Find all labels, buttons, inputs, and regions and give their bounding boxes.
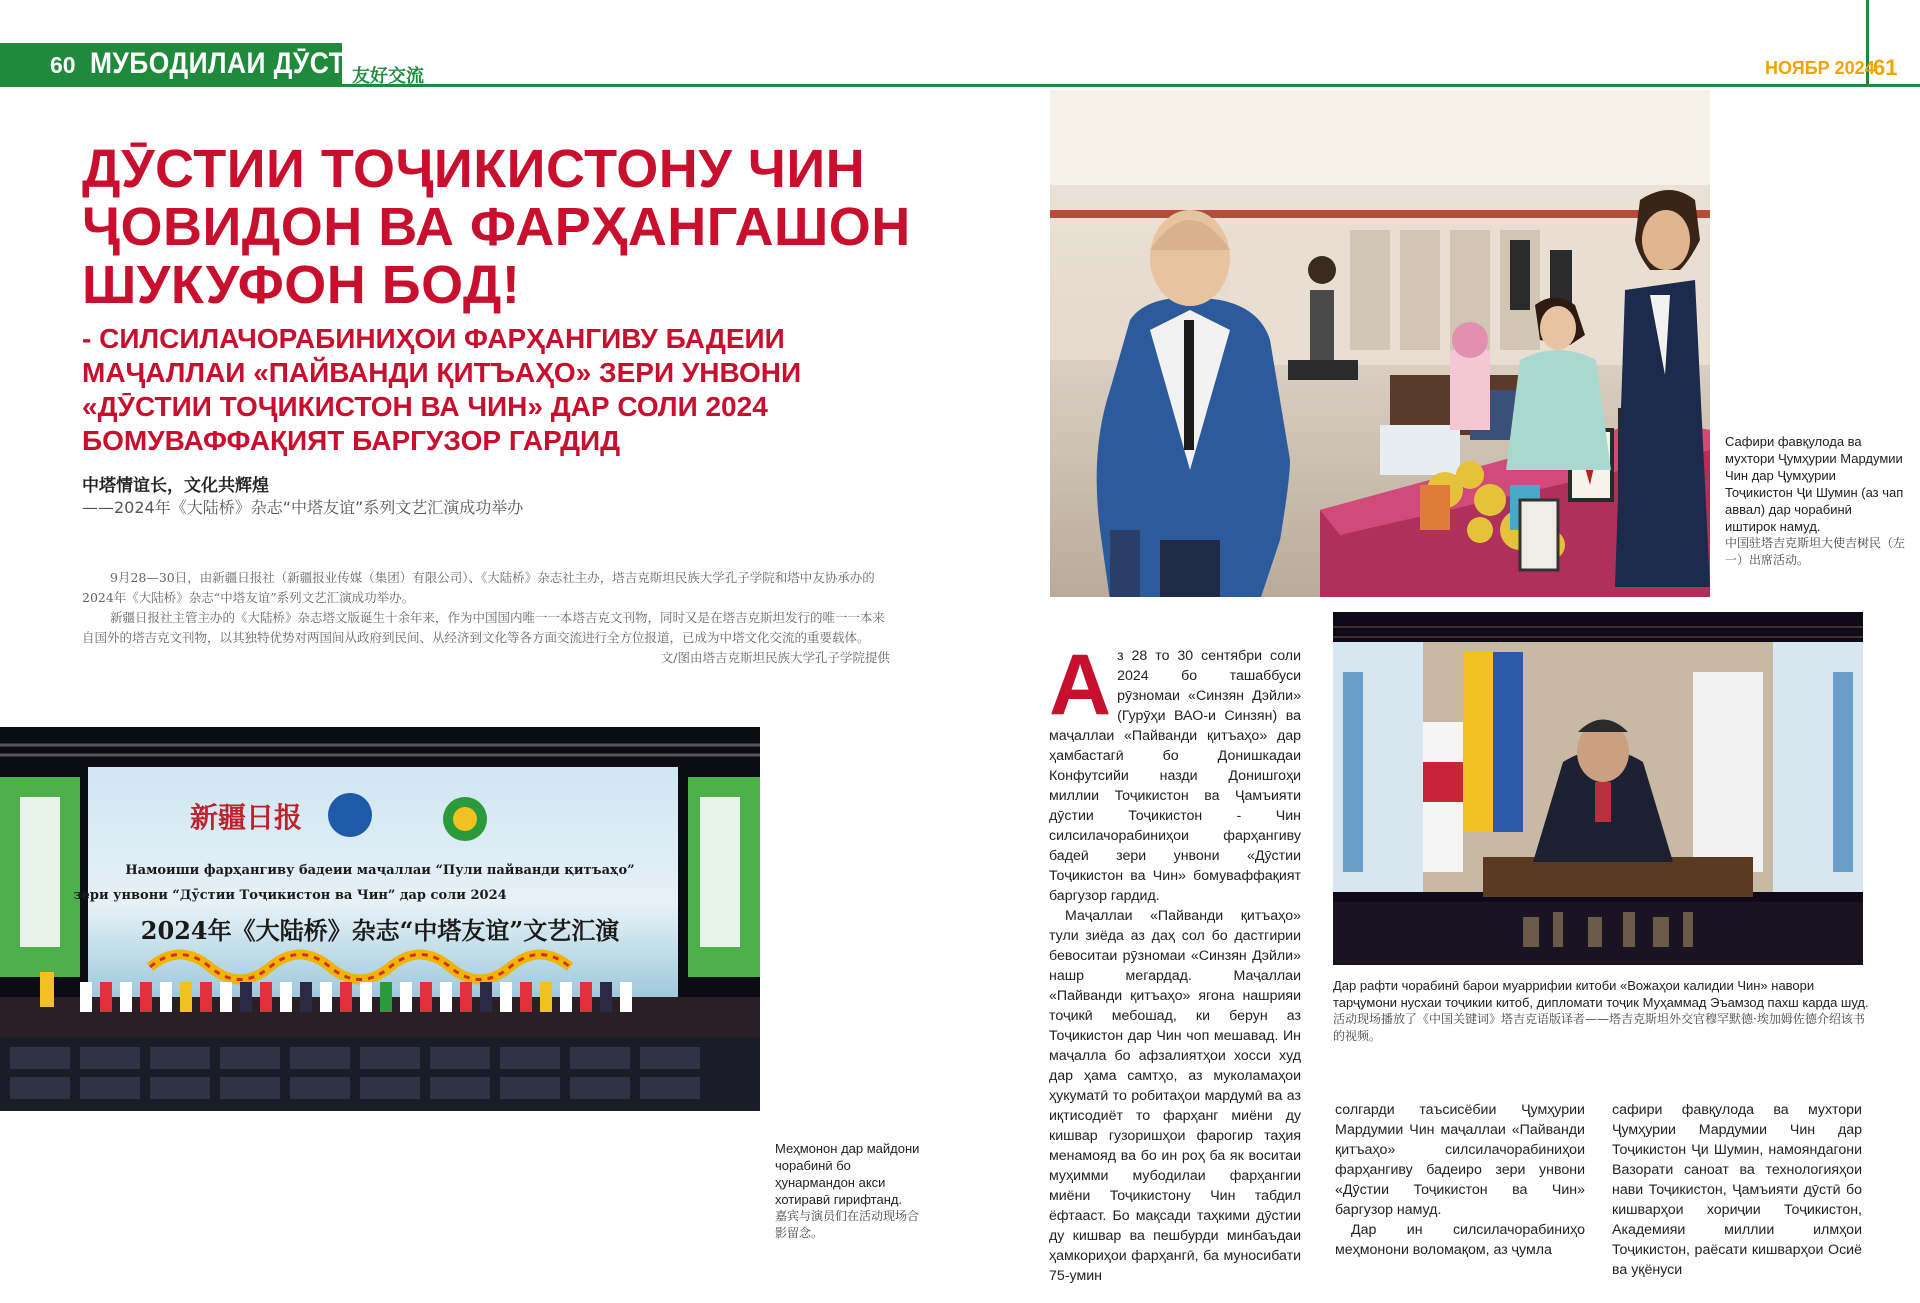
caption-photo-ambassador <box>1725 433 1905 569</box>
body-paragraph: Маҷаллаи «Пайванди қитъаҳо» тули зиёда аз даҳ сол бо дастгирии бевоситаи рӯзномаи «Синзян Дэйли» нашр мегардад. Маҷаллаи «Пайванди қитъаҳо» ягона нашрияи тоҷикӣ мебошад, ки берун аз Тоҷикистон дар Чин чоп мешавад. Ин маҷалла бо афзалиятҳои хосси худ дар ҳама самтҳо, аз муколамаҳои ҳукуматӣ то робитаҳои мардумӣ ва аз иқтисодиёт то фарҳанг миёни ду кишвар гузоришҳои фарогир таҳия менамояд ва бо ин роҳ ба як воситаи муҳимми мубодилаи фарҳангии миёни Тоҷикистону Чин табдил ёфтааст. Бо мақсади таҳкими дӯстии ду кишвар ва пешбурди минбаъдаи ҳамкориҳои фарҳангӣ, ба муносибати 75-умин <box>1049 908 1301 1284</box>
cn-intro <box>82 568 890 668</box>
body-paragraph: Дар ин силсилачорабиниҳо меҳмонони воломақом, аз ҷумла <box>1335 1222 1585 1258</box>
section-title: МУБОДИЛАИ ДӮСТӢ <box>90 47 365 80</box>
body-column-2 <box>1335 1100 1585 1260</box>
page-number-left: 60 <box>50 52 76 78</box>
drop-cap: А <box>1049 637 1112 733</box>
header-rule <box>0 84 1920 87</box>
body-paragraph <box>1049 637 1301 906</box>
photo-video-screen <box>1333 612 1863 965</box>
body-column-3 <box>1612 1100 1862 1280</box>
issue-month: НОЯБР 2024 <box>1765 58 1875 78</box>
body-paragraph: солгарди таъсисёбии Ҷумҳурии Мардумии Чин маҷаллаи «Пайванди қитъаҳо» силсилачорабиниҳои фарҳангиву бадеиро зери унвони «Дӯстии Тоҷикистон ва Чин» баргузор намуд. <box>1335 1102 1585 1218</box>
body-paragraph: сафири фавқулода ва мухтори Ҷумҳурии Мардумии Чин дар Тоҷикистон Ҷи Шумин, намояндагони Вазорати саноат ва технологияҳои нави Тоҷикистон, Ҷамъияти дӯстӣ бо кишварҳои хориҷии Тоҷикистон, Академияи миллии илмҳои Тоҷикистон, раёсати кишварҳои Осиё ва уқёнуси <box>1612 1102 1862 1278</box>
caption-text: Дар рафти чорабинӣ барои муаррифии китоби «Вожаҳои калидии Чин» навори тарҷумони нусхаи тоҷикии китоб, дипломати тоҷик Муҳаммад Эъамзод пахш карда шуд. <box>1333 978 1869 1010</box>
caption-photo-stage <box>775 1140 925 1242</box>
cn-intro-text: 新疆日报社主管主办的《大陆桥》杂志塔文版诞生十余年来，作为中国国内唯一一本塔吉克文刊物，同时又是在塔吉克斯坦发行的唯一一本来自国外的塔吉克文刊物，以其独特优势对两国间从政府到民间、从经济到文化等各方面交流进行全方位报道，已成为中塔文化交流的重要载体。 <box>82 610 886 645</box>
caption-photo-video <box>1333 977 1873 1045</box>
stage-banner-line1: Намоиши фарҳангиву бадеии маҷаллаи “Пули пайванди қитъаҳо” <box>125 863 635 878</box>
photo-ambassador-exhibition <box>1050 90 1710 597</box>
section-title-cn: 友好交流 <box>352 66 424 87</box>
page-number-right: 61 <box>1873 55 1898 80</box>
stage-banner-cn: 2024年《大陆桥》杂志“中塔友谊”文艺汇演 <box>140 916 620 945</box>
cn-subtitle: ——2024年《大陆桥》杂志“中塔友谊”系列文艺汇演成功举办 <box>82 498 524 517</box>
cn-intro-credit: 文/图由塔吉克斯坦民族大学孔子学院提供 <box>660 650 890 665</box>
caption-text-cn: 活动现场播放了《中国关键词》塔吉克语版译者——塔吉克斯坦外交官穆罕默德·埃加姆佐德介绍该书的视频。 <box>1333 1012 1865 1043</box>
caption-text: Меҳмонон дар майдони чорабинӣ бо ҳунармандон акси хотиравӣ гирифтанд. <box>775 1141 920 1207</box>
body-text: з 28 то 30 сентябри соли 2024 бо ташаббуси рӯзномаи «Синзян Дэйли» (Гурӯҳи ВАО-и Синзян) ва маҷаллаи «Пайванди қитъаҳо» дар ҳамбастагӣ бо Донишкадаи Конфутсийи назди Донишгоҳи миллии Тоҷикистон ва Ҷамъияти дӯстии Тоҷикистон - Чин силсилачорабиниҳои фарҳангиву бадеӣ зери унвони «Дӯстии Тоҷикистон ва Чин» бомуваффақият баргузор гардид. <box>1049 648 1301 904</box>
cn-title: 中塔情谊长，文化共辉煌 <box>82 476 269 496</box>
cn-intro-paragraph: 9月28—30日，由新疆日报社（新疆报业传媒（集团）有限公司）、《大陆桥》杂志社主办，塔吉克斯坦民族大学孔子学院和塔中友协承办的2024年《大陆桥》杂志“中塔友谊”系列文艺汇演成功举办。 <box>82 570 875 605</box>
body-column-1 <box>1049 637 1301 1286</box>
photo-stage-group <box>0 727 760 1111</box>
caption-text-cn: 嘉宾与演员们在活动现场合影留念。 <box>775 1209 920 1240</box>
article-subheadline: - СИЛСИЛАЧОРАБИНИҲОИ ФАРҲАНГИВУ БАДЕИИ МАҶАЛЛАИ «ПАЙВАНДИ ҚИТЪАҲО» ЗЕРИ УНВОНИ «ДӮСТИИ ТОҶИКИСТОН ВА ЧИН» ДАР СОЛИ 2024 БОМУВАФФАҚИЯТ БАРГУЗОР ГАРДИД <box>82 323 802 456</box>
stage-brand-text: 新疆日报 <box>190 801 303 834</box>
caption-text: Сафири фавқулода ва мухтори Ҷумҳурии Мардумии Чин дар Ҷумҳурии Тоҷикистон Ҷи Шумин (аз чап аввал) дар чорабинӣ иштирок намуд. <box>1725 434 1904 534</box>
cn-intro-paragraph <box>82 608 890 668</box>
caption-text-cn: 中国驻塔吉克斯坦大使吉树民（左一）出席活动。 <box>1725 536 1906 567</box>
article-headline: ДӮСТИИ ТОҶИКИСТОНУ ЧИН ҶОВИДОН ВА ФАРҲАНГАШОН ШУКУФОН БОД! <box>82 139 911 315</box>
stage-banner-line2: зери унвони “Дӯстии Тоҷикистон ва Чин” дар соли 2024 <box>73 888 507 903</box>
